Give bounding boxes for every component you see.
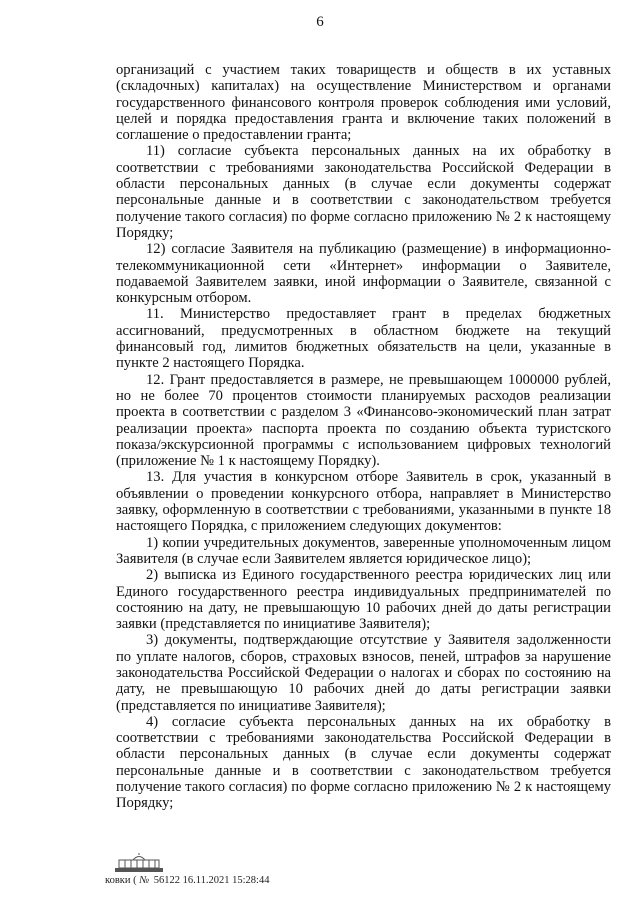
paragraph: 12. Грант предоставляется в размере, не превышающем 1000000 рублей, но не более 70 процентов стоимости планируемых расходов реализации проекта в соответствии с разделом 3 «Финансово-экономический план затрат реализации проекта» паспорта проекта по созданию объекта туристского показа/экскурсионной программы с использованием цифровых технологий (приложение № 1 к настоящему Порядку). [116, 371, 611, 470]
paragraph: 11) согласие субъекта персональных данных на их обработку в соответствии с требованиями законодательства Российской Федерации в области персональных данных (в случае если документы содержат персональные данные и в соответствии с законодательством требуется получение такого согласия) по форме согласно приложению № 2 к настоящему Порядку; [116, 143, 611, 241]
paragraph: 3) документы, подтверждающие отсутствие у Заявителя задолженности по уплате налогов, сборов, страховых взносов, пеней, штрафов за нарушение законодательства Российской Федерации о налогах и сборах по состоянию на дату, не превышающую 10 рабочих дней до даты регистрации заявки (представляется по инициативе Заявителя); [116, 632, 611, 714]
paragraph: организаций с участием таких товариществ и обществ в их уставных (складочных) капиталах) на осуществление Министерством и органами государственного финансового контроля проверок соблюдения ими условий, целей и порядка предоставления гранта и включение таких положений в соглашение о предоставлении гранта; [116, 62, 611, 144]
building-emblem-icon [113, 852, 165, 874]
page-number: 6 [316, 14, 324, 30]
registration-stamp [105, 875, 269, 886]
paragraph: 11. Министерство предоставляет грант в пределах бюджетных ассигнований, предусмотренных в областном бюджете на текущий финансовый год, лимитов бюджетных обязательств на цели, указанные в пункте 2 настоящего Порядка. [116, 306, 611, 372]
paragraph: 1) копии учредительных документов, заверенные уполномоченным лицом Заявителя (в случае если Заявителем является юридическое лицо); [116, 534, 611, 567]
document-body [116, 62, 611, 812]
stamp-prefix: ковки ( [105, 875, 137, 886]
number-sign: № [139, 875, 150, 886]
paragraph: 13. Для участия в конкурсном отборе Заявитель в срок, указанный в объявлении о проведении конкурсного отбора, направляет в Министерство заявку, оформленную в соответствии с требованиями, указанными в пункте 18 настоящего Порядка, с приложением следующих документов: [116, 469, 611, 535]
registration-number: 56122 [153, 875, 181, 886]
registration-footer [105, 866, 545, 898]
registration-datetime: 16.11.2021 15:28:44 [182, 875, 270, 886]
paragraph: 12) согласие Заявителя на публикацию (размещение) в информационно-телекоммуникационной сети «Интернет» информации о Заявителе, подаваемой Заявителем заявки, иной информации о Заявителе, связанной с конкурсным отбором. [116, 241, 611, 307]
paragraph: 2) выписка из Единого государственного реестра юридических лиц или Единого государственного реестра индивидуальных предпринимателей по состоянию на дату, не превышающую 10 рабочих дней до даты регистрации заявки (представляется по инициативе Заявителя); [116, 567, 611, 633]
paragraph: 4) согласие субъекта персональных данных на их обработку в соответствии с требованиями законодательства Российской Федерации в области персональных данных (в случае если документы содержат персональные данные и в соответствии с законодательством требуется получение такого согласия) по форме согласно приложению № 2 к настоящему Порядку; [116, 713, 611, 812]
